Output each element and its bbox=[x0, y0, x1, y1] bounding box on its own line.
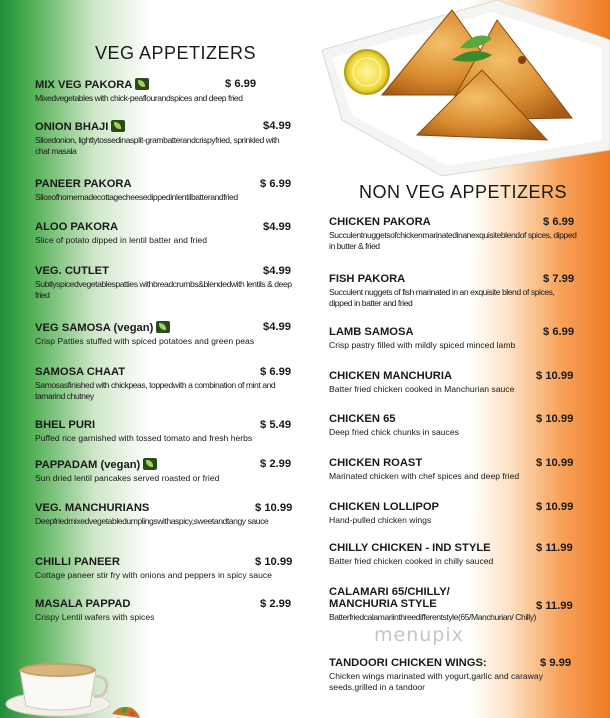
item-name: CALAMARI 65/CHILLY/ bbox=[329, 586, 450, 598]
leaf-icon bbox=[156, 321, 170, 333]
item-name: TANDOORI CHICKEN WINGS: bbox=[329, 657, 487, 669]
item-price: $ 10.99 bbox=[255, 502, 293, 514]
menu-item bbox=[329, 586, 579, 623]
chai-cup-image bbox=[0, 648, 140, 718]
item-desc: Cottage paneer stir fry with onions and peppers in spicy sauce bbox=[35, 570, 272, 580]
item-name: CHICKEN LOLLIPOP bbox=[329, 501, 440, 513]
item-price: $ 6.99 bbox=[225, 78, 257, 90]
item-desc: Samosasfinished with chickpeas, toppedwith a combination of mint and tamarind chutney bbox=[35, 380, 276, 401]
item-desc: Succulent nuggets of fish marinated in an exquisite blend of spices, dipped in batter and fried bbox=[329, 287, 555, 308]
item-name: VEG. CUTLET bbox=[35, 265, 109, 277]
item-price: $4.99 bbox=[263, 265, 291, 277]
item-desc: Crispy Lentil wafers with spices bbox=[35, 612, 155, 622]
item-desc: Hand-pulled chicken wings bbox=[329, 515, 432, 525]
menu-item bbox=[35, 321, 297, 347]
item-desc: Deep fried chick chunks in sauces bbox=[329, 427, 459, 437]
menu-item bbox=[329, 457, 579, 482]
item-name: VEG. MANCHURIANS bbox=[35, 502, 150, 514]
item-name: MIX VEG PAKORA bbox=[35, 79, 133, 91]
item-name: LAMB SAMOSA bbox=[329, 326, 414, 338]
menu-item bbox=[35, 598, 297, 623]
item-name: VEG SAMOSA (vegan) bbox=[35, 322, 154, 334]
menu-item bbox=[35, 366, 297, 402]
item-price: $ 5.49 bbox=[260, 419, 292, 431]
item-name: SAMOSA CHAAT bbox=[35, 366, 126, 378]
menu-item bbox=[35, 221, 295, 246]
item-price: $ 10.99 bbox=[255, 556, 293, 568]
menu-item bbox=[35, 78, 295, 104]
item-price: $ 2.99 bbox=[260, 598, 292, 610]
item-price: $ 9.99 bbox=[540, 657, 572, 669]
item-desc: Batter fried chicken cooked in Manchurian sauce bbox=[329, 384, 515, 394]
item-name: FISH PAKORA bbox=[329, 273, 406, 285]
item-desc: Mixedvegetables with chick-peaflourandspices and deep fried bbox=[35, 93, 243, 103]
item-desc: Slicedonion, lightlytossedinasplit-grambatterandcrispyfried, sprinkled with chat masala bbox=[35, 135, 280, 156]
watermark: menupix bbox=[374, 624, 464, 646]
item-name: CHICKEN ROAST bbox=[329, 457, 423, 469]
menu-item bbox=[329, 657, 579, 693]
menu-item bbox=[35, 178, 297, 203]
leaf-icon bbox=[143, 458, 157, 470]
veg-title: VEG APPETIZERS bbox=[95, 43, 257, 63]
menu-item bbox=[329, 326, 579, 351]
item-price: $ 6.99 bbox=[543, 216, 575, 228]
item-desc: Succulentnuggetsofchickenmarinatedinanexquisiteblendof spices, dipped in butter & fried bbox=[329, 230, 577, 251]
leaf-icon bbox=[135, 78, 149, 90]
menu-item bbox=[329, 413, 579, 438]
nonveg-title: NON VEG APPETIZERS bbox=[359, 182, 568, 202]
menu-item bbox=[35, 120, 295, 157]
item-desc: Crisp Patties stuffed with spiced potatoes and green peas bbox=[35, 336, 255, 346]
item-price: $ 6.99 bbox=[260, 178, 292, 190]
item-name: ONION BHAJI bbox=[35, 121, 109, 133]
item-name: CHICKEN PAKORA bbox=[329, 216, 431, 228]
menu-item bbox=[35, 458, 297, 484]
item-desc: Subtlyspicedvegetablespatties withbreadcrumbs&blendedwith lentils & deep fried bbox=[35, 279, 292, 300]
item-desc: Slice of potato dipped in lentil batter and fried bbox=[35, 235, 207, 245]
item-desc: Sun dried lentil pancakes served roasted or fried bbox=[35, 473, 220, 483]
menu-item bbox=[329, 542, 579, 567]
item-price: $ 10.99 bbox=[536, 457, 574, 469]
item-name: CHILLY CHICKEN - IND STYLE bbox=[329, 542, 491, 554]
item-name: ALOO PAKORA bbox=[35, 221, 119, 233]
item-desc: Batter fried chicken cooked in chilly sauced bbox=[329, 556, 494, 566]
item-price: $ 6.99 bbox=[543, 326, 575, 338]
menu-item bbox=[35, 556, 297, 581]
item-name-line2: MANCHURIA STYLE bbox=[329, 598, 437, 610]
item-price: $ 2.99 bbox=[260, 458, 292, 470]
item-name: BHEL PURI bbox=[35, 419, 96, 431]
menu-item bbox=[329, 501, 579, 526]
menu-item bbox=[329, 216, 579, 252]
leaf-icon bbox=[111, 120, 125, 132]
item-price: $ 10.99 bbox=[536, 370, 574, 382]
item-price: $ 10.99 bbox=[536, 413, 574, 425]
item-desc: Deepfriedmixedvegetabledumplingswithaspicy,sweetandtangy sauce bbox=[35, 516, 269, 526]
item-name: PAPPADAM (vegan) bbox=[35, 459, 141, 471]
menu-item bbox=[329, 273, 579, 309]
samosa-plate-image bbox=[322, 0, 610, 176]
item-price: $4.99 bbox=[263, 120, 291, 132]
item-price: $ 6.99 bbox=[260, 366, 292, 378]
item-desc: Chicken wings marinated with yogurt,garlic and caraway seeds,grilled in a tandoor bbox=[329, 671, 543, 692]
item-price: $ 7.99 bbox=[543, 273, 575, 285]
item-name: MASALA PAPPAD bbox=[35, 598, 131, 610]
menu-item bbox=[35, 265, 297, 301]
item-desc: Sliceofhomemadecottagecheesedippedinlentilbatterandfried bbox=[35, 192, 238, 202]
item-name: CHILLI PANEER bbox=[35, 556, 120, 568]
menu-item bbox=[35, 502, 297, 527]
item-price: $4.99 bbox=[263, 321, 291, 333]
item-name: CHICKEN MANCHURIA bbox=[329, 370, 453, 382]
item-name: CHICKEN 65 bbox=[329, 413, 396, 425]
item-desc: Marinated chicken with chef spices and deep fried bbox=[329, 471, 520, 481]
item-price: $ 11.99 bbox=[536, 542, 573, 554]
menu-item bbox=[329, 370, 579, 395]
menu-item bbox=[35, 419, 297, 444]
item-price: $ 10.99 bbox=[536, 501, 574, 513]
item-desc: Crisp pastry filled with mildly spiced minced lamb bbox=[329, 340, 516, 350]
item-name: PANEER PAKORA bbox=[35, 178, 132, 190]
item-desc: Puffed rice garnished with tossed tomato and fresh herbs bbox=[35, 433, 253, 443]
item-price: $4.99 bbox=[263, 221, 291, 233]
item-price: $ 11.99 bbox=[536, 600, 573, 612]
item-desc: Batterfriedcalamariinthreedifferentstyle(65/Manchurian/ Chilly) bbox=[329, 612, 536, 622]
